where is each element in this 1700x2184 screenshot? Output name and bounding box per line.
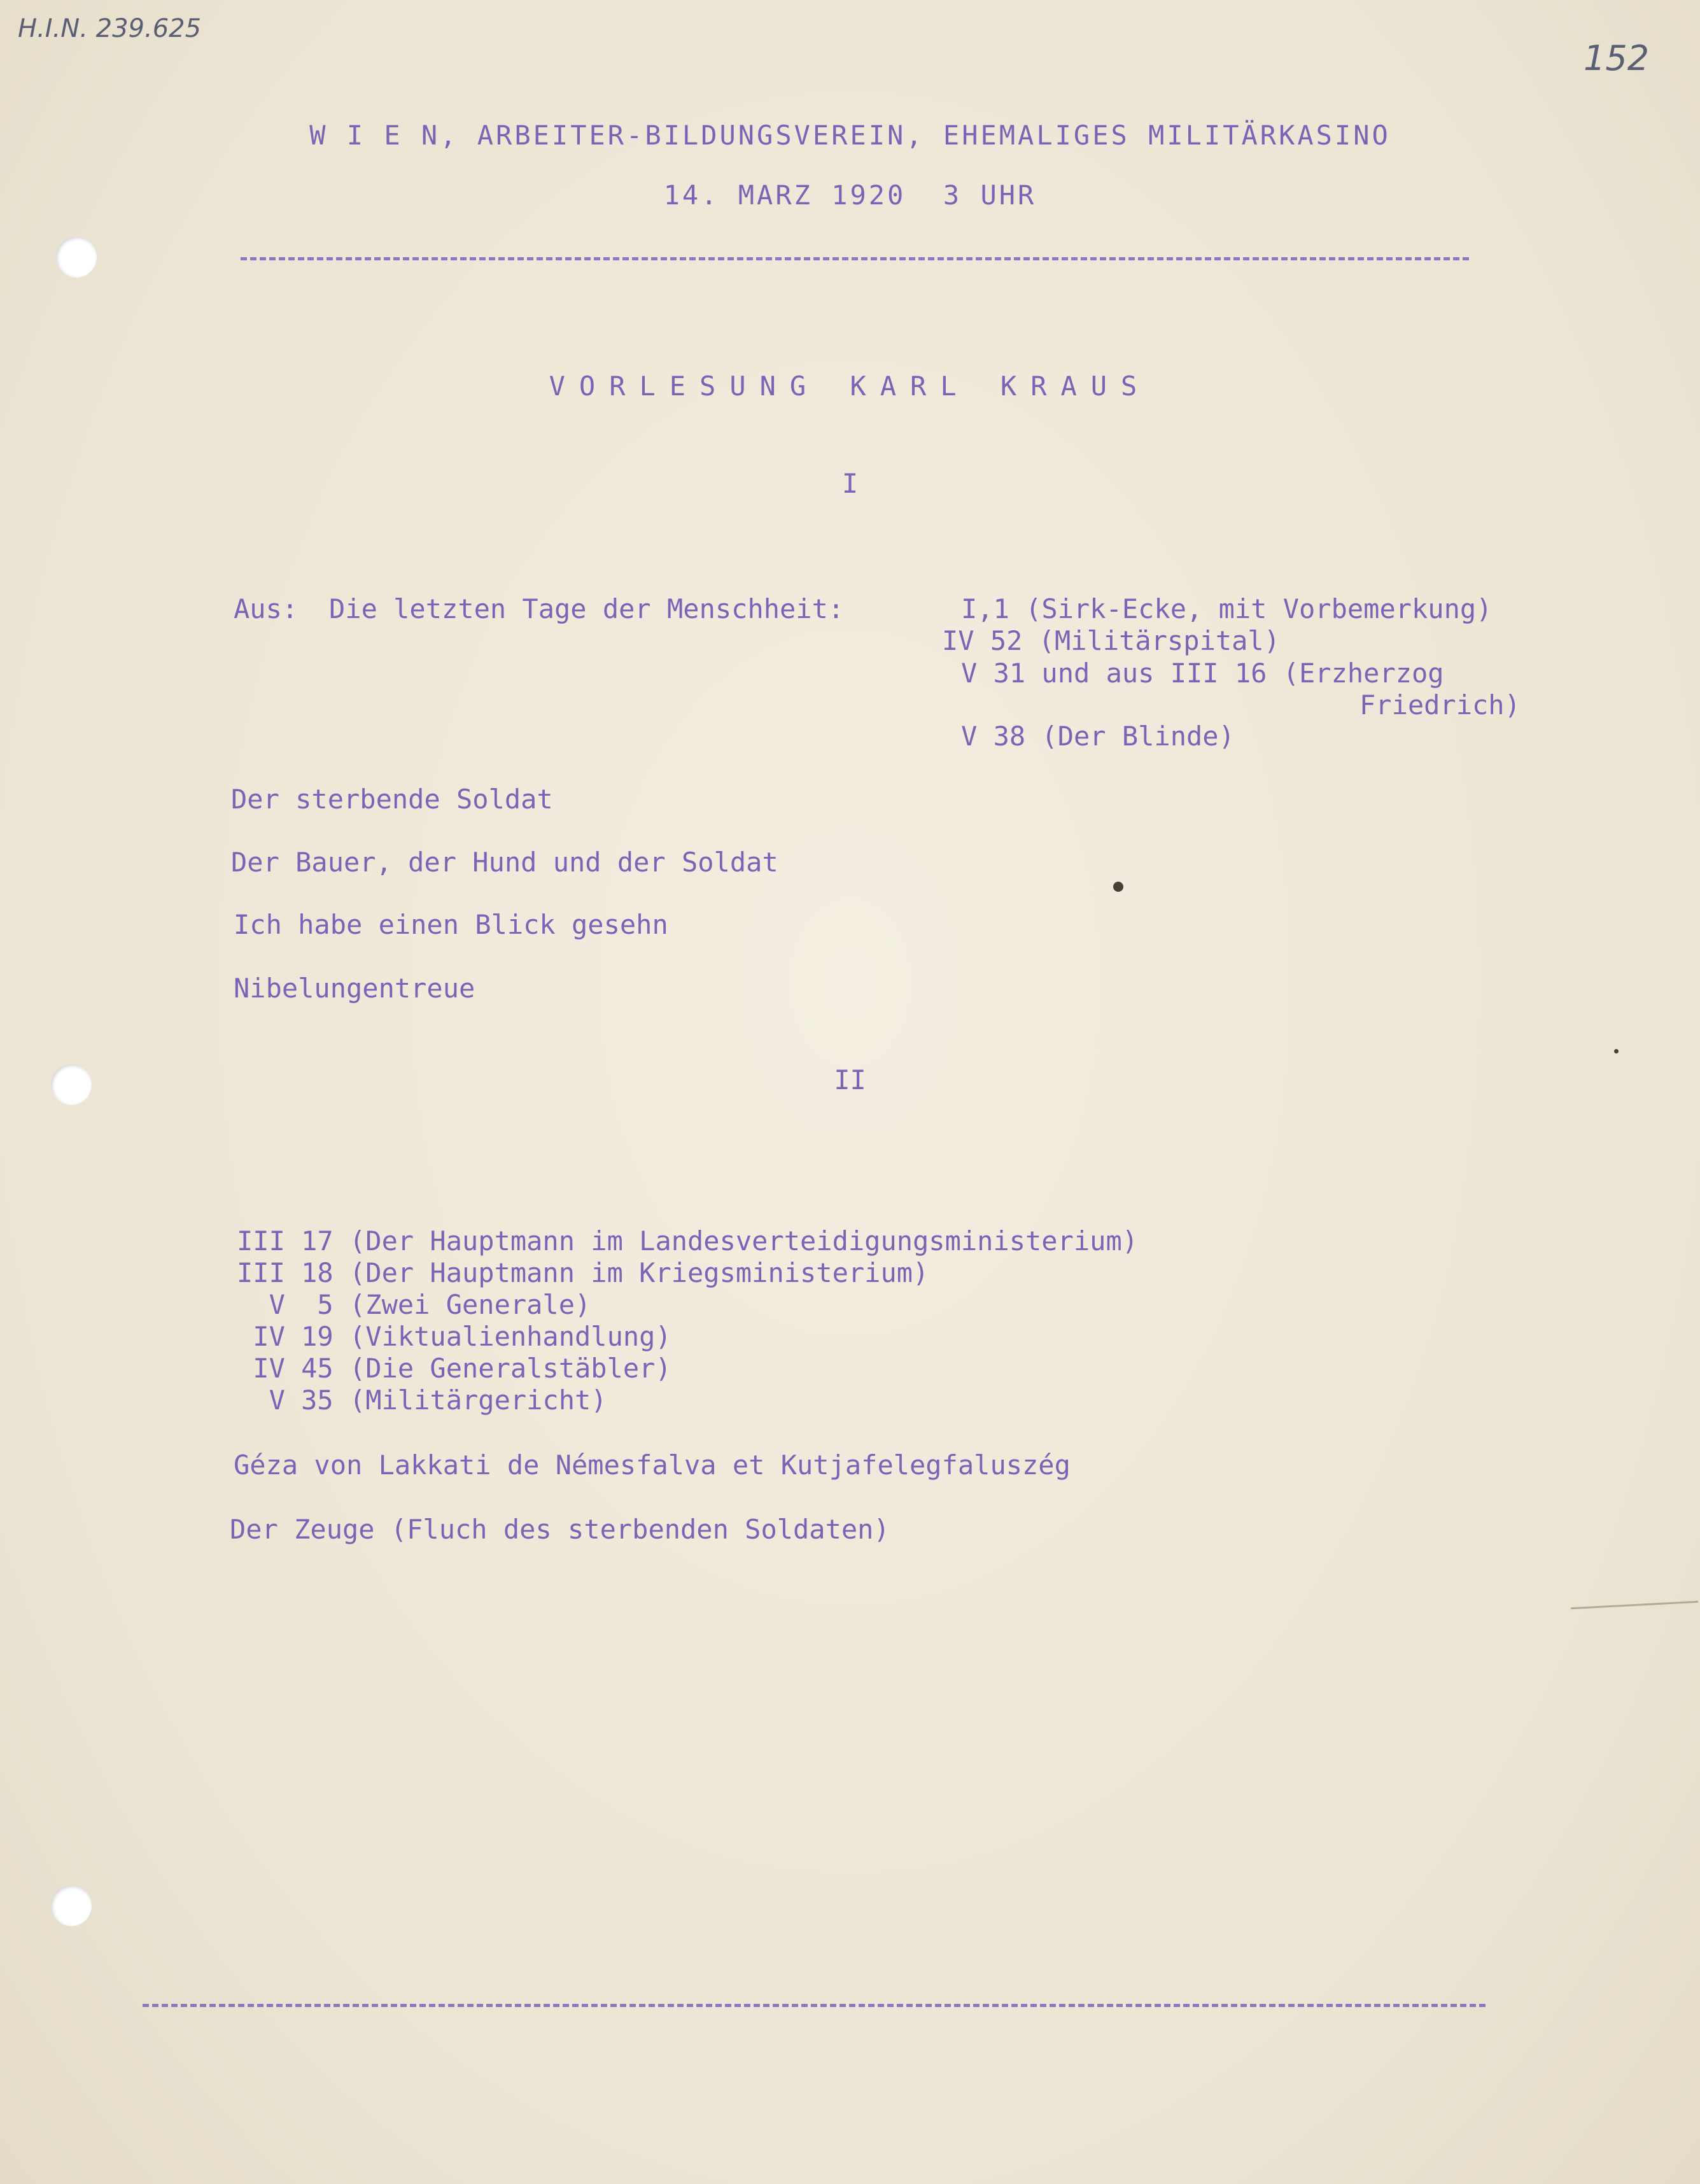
scene-item: V 5 (Zwei Generale) xyxy=(237,1289,591,1320)
reading-item: Der Zeuge (Fluch des sterbenden Soldaten) xyxy=(230,1514,890,1545)
paper-edge-crease xyxy=(1571,1601,1698,1609)
ink-spot-small xyxy=(1614,1049,1619,1053)
reading-item: Géza von Lakkati de Némesfalva et Kutjafelegfaluszég xyxy=(234,1449,1071,1481)
binder-hole-bottom xyxy=(51,1885,92,1926)
poem-item: Ich habe einen Blick gesehn xyxy=(234,909,668,940)
bottom-divider xyxy=(143,2004,1486,2007)
poem-item: Der Bauer, der Hund und der Soldat xyxy=(231,847,778,878)
scene-item: IV 52 (Militärspital) xyxy=(942,625,1281,656)
date-line: 14. MARZ 1920 3 UHR xyxy=(663,180,1037,211)
scene-item: III 17 (Der Hauptmann im Landesverteidigungsministerium) xyxy=(237,1225,1139,1257)
poem-item: Nibelungentreue xyxy=(234,973,475,1004)
scene-item: IV 19 (Viktualienhandlung) xyxy=(237,1321,671,1352)
scene-item: V 31 und aus III 16 (Erzherzog xyxy=(961,658,1444,689)
page-number: 152 xyxy=(1584,38,1650,78)
poem-item: Der sterbende Soldat xyxy=(231,784,553,815)
ink-spot xyxy=(1113,882,1123,892)
aus-label: Aus: xyxy=(234,593,299,624)
scene-item: I,1 (Sirk-Ecke, mit Vorbemerkung) xyxy=(961,593,1493,624)
scene-item: III 18 (Der Hauptmann im Kriegsministerium) xyxy=(237,1257,929,1288)
venue-line: W I E N, ARBEITER-BILDUNGSVEREIN, EHEMALIGES MILITÄRKASINO xyxy=(309,120,1391,151)
top-divider xyxy=(241,257,1469,260)
archive-number: H.I.N. 239.625 xyxy=(18,14,202,43)
scene-item: IV 45 (Die Generalstäbler) xyxy=(237,1353,671,1384)
binder-hole-top xyxy=(56,237,97,278)
scene-item: V 38 (Der Blinde) xyxy=(961,721,1235,752)
section-numeral-2: II xyxy=(834,1064,866,1096)
scene-item: V 35 (Militärgericht) xyxy=(237,1384,607,1416)
page-title: VORLESUNG KARL KRAUS xyxy=(549,370,1151,402)
scene-item-continued: Friedrich) xyxy=(1359,689,1521,721)
work-title: Die letzten Tage der Menschheit: xyxy=(329,593,845,624)
section-numeral-1: I xyxy=(841,468,859,499)
